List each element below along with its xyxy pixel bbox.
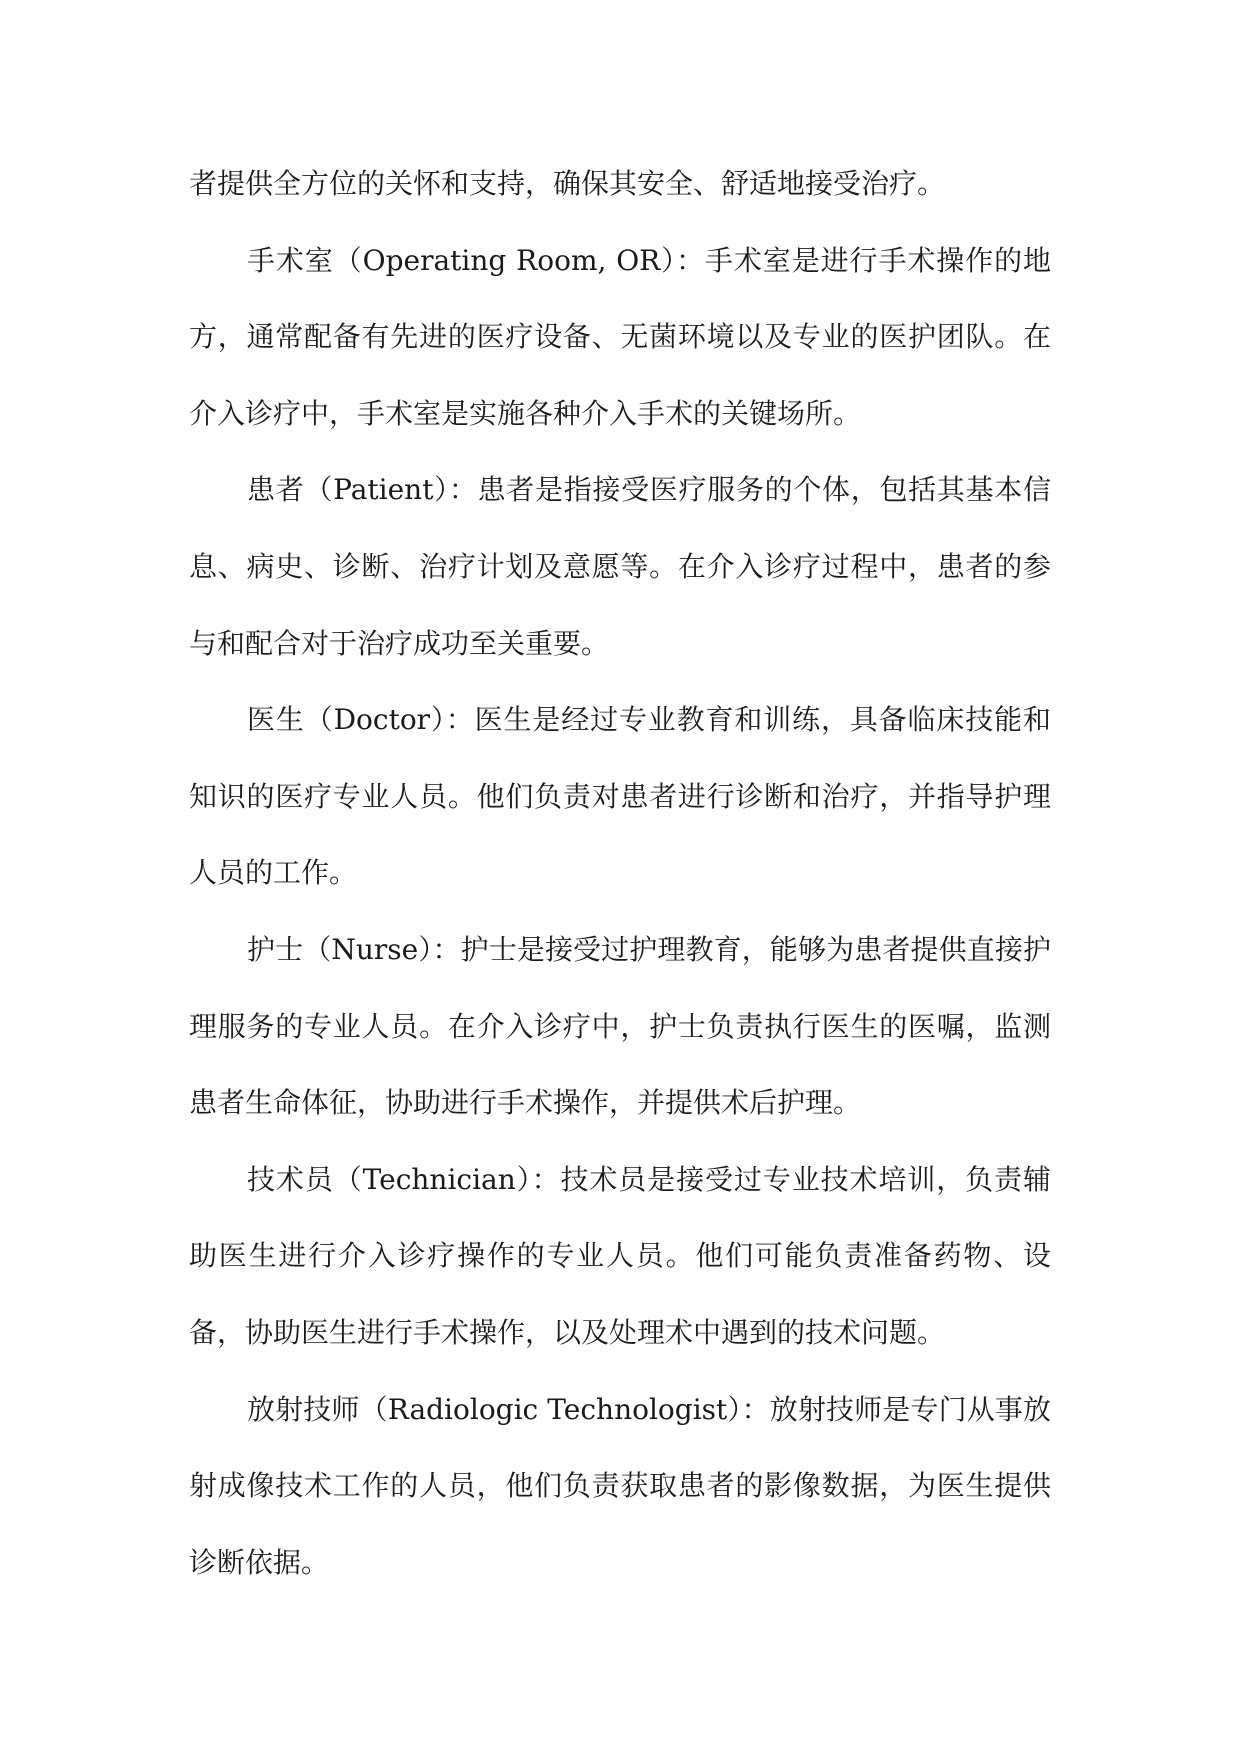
paragraph-nurse: 护士（Nurse）：护士是接受过护理教育，能够为患者提供直接护理服务的专业人员。在介入诊疗中，护士负责执行医生的医嘱，监测患者生命体征，协助进行手术操作，并提供术后护理。 — [189, 932, 1051, 1120]
paragraph-operating-room: 手术室（Operating Room, OR）：手术室是进行手术操作的地方，通常配备有先进的医疗设备、无菌环境以及专业的医护团队。在介入诊疗中，手术室是实施各种介入手术的关键场所。 — [189, 243, 1051, 430]
paragraph-continuation: 者提供全方位的关怀和支持，确保其安全、舒适地接受治疗。 — [189, 167, 946, 200]
paragraph-doctor: 医生（Doctor）：医生是经过专业教育和训练，具备临床技能和知识的医疗专业人员。他们负责对患者进行诊断和治疗，并指导护理人员的工作。 — [189, 703, 1051, 890]
paragraph-radiologic-technologist: 放射技师（Radiologic Technologist）：放射技师是专门从事放射成像技术工作的人员，他们负责获取患者的影像数据，为医生提供诊断依据。 — [189, 1392, 1051, 1579]
document-body — [189, 146, 1051, 1601]
paragraph-technician: 技术员（Technician）：技术员是接受过专业技术培训，负责辅助医生进行介入诊疗操作的专业人员。他们可能负责准备药物、设备，协助医生进行手术操作，以及处理术中遇到的技术问题。 — [189, 1162, 1051, 1349]
paragraph-patient: 患者（Patient）：患者是指接受医疗服务的个体，包括其基本信息、病史、诊断、治疗计划及意愿等。在介入诊疗过程中，患者的参与和配合对于治疗成功至关重要。 — [189, 473, 1051, 660]
